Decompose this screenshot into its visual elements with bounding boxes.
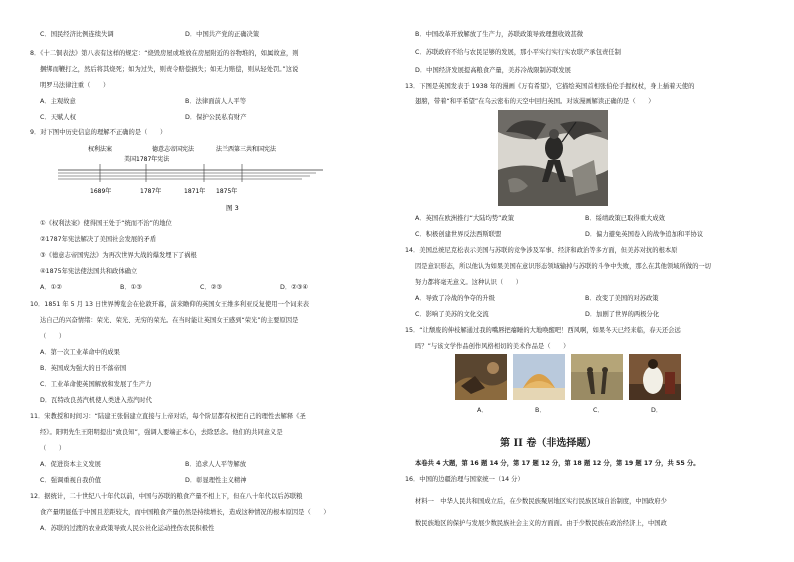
- q12-stem-line2: 食产量明显低于中国且差距较大，而中国粮食产量仍然是持续增长，造成这种情况的根本原因是（ ）: [40, 509, 330, 516]
- q16-material-line1: 材料一 中华人民共和国成立后，在少数民族聚居地区实行民族区域自治制度，中国政府少: [415, 498, 667, 505]
- q14-option-d: D．加剧了世界的两极分化: [585, 311, 660, 318]
- q16-material-line2: 数民族地区的保护与发展少数民族社会主义的方面面。由于少数民族在政治经济上，中国政: [415, 520, 667, 527]
- q11-stem-line3: （ ）: [40, 445, 66, 452]
- timeline-label-french-constitution: 法兰西第三共和国宪法: [216, 146, 277, 153]
- q9-item-3: ③《德意志帝国宪法》为再次世界大战的爆发埋下了祸根: [40, 252, 197, 259]
- q12-option-b: B．中国改革开放解放了生产力，苏联政策导致理想收效甚微: [415, 31, 584, 38]
- q8-option-c: C．天赋人权: [40, 114, 76, 121]
- q14-stem-line3: 努力都将毫无意义。这种认识（ ）: [415, 279, 523, 286]
- q11-option-d: D．彰显理性主义精神: [185, 477, 247, 484]
- q12-option-d: D．中国经济发展提高粮食产量，美苏冷战限制苏联发展: [415, 67, 571, 74]
- q10-option-c: C．工业革命使英国解放和发展了生产力: [40, 381, 152, 388]
- q14-option-a: A．导致了冷战的争夺的升级: [415, 295, 495, 302]
- left-column: [30, 0, 395, 562]
- q9-item-2: ②1787年宪法解决了美国社会发展的矛盾: [40, 236, 157, 243]
- q10-option-d: D．瓦特改良蒸汽机使人类进入蒸汽时代: [40, 397, 152, 404]
- artwork-d-image: [629, 354, 681, 400]
- q12-stem-line1: 12．据统计，二十世纪八十年代以前，中国与苏联的粮食产量不相上下，但在八十年代以后苏联粮: [30, 493, 303, 500]
- right-column: [405, 0, 770, 562]
- artwork-b-image: [513, 354, 565, 400]
- chamberlain-cartoon-image: [498, 110, 608, 206]
- q10-stem-line2: 达自己的兴奋情绪：荣光、荣光、无穷的荣光。在当时能让英国女王感到“荣光”的主要原因是: [40, 317, 299, 324]
- constitution-timeline-figure: [58, 140, 328, 214]
- q15-stem-line1: 15．“让颓废的伸枝解通过我的嘴唇把瘪睡的大地唤醒吧！西风啊，如果冬天已经来临，春天还会远: [405, 327, 681, 334]
- timeline-year-1787: 1787年: [140, 188, 162, 195]
- section-description: 本卷共 4 大题，第 16 题 14 分，第 17 题 12 分，第 18 题 12 分，第 19 题 17 分，共 55 分。: [415, 460, 700, 467]
- q11-option-c: C．强调重视自我价值: [40, 477, 102, 484]
- q8-stem-line3: 明罗马法律注重（ ）: [40, 82, 110, 89]
- q13-option-d: D．偏力避免英国卷入的战争追加和平协议: [585, 231, 704, 238]
- q11-stem-line2: 经》。阳明先生王阳明提出“致良知”，强调人要端正本心，去除恶念。他们的共同意义是: [40, 429, 283, 436]
- q12-option-a: A．苏联的过渡的农业政策导致人民公社化运动挫伤农民积极性: [40, 525, 215, 532]
- q10-option-a: A．第一次工业革命中的成果: [40, 349, 120, 356]
- q9-item-1: ①《权利法案》使得国王处于“统而不治”的地位: [40, 220, 172, 227]
- q9-option-d: D．②③④: [280, 284, 309, 291]
- q14-stem-line1: 14．美国总统尼克松表示美国与苏联的竞争涉及军事、经济和政治等多方面，但美苏对抗的根本原: [405, 247, 678, 254]
- q13-option-c: C．积极创建世界反法西斯联盟: [415, 231, 502, 238]
- q13-stem-line1: 13．下图是英国发表于 1938 年的漫画《万有希望》，它描绘英国首相张伯伦手握权杖，身上插着天使的: [405, 83, 695, 90]
- q13-stem-line2: 翅膀，带着“和平希望”在乌云密布的天空中回归英国。对该漫画解读正确的是（ ）: [415, 98, 655, 105]
- timeline-label-bill-of-rights: 权利法案: [88, 146, 113, 153]
- q8-stem-line2: 捆绑而鞭打之，然后将其烧死；如为过失，则责令赔偿损失；如无力赔偿，则从轻处罚。”这说: [40, 66, 299, 73]
- q7-option-c: C．国民经济比例连续失调: [40, 31, 114, 38]
- q8-stem-line1: 8．《十二铜表法》第八表有这样的规定：“烧毁房屋或堆放在房屋附近的谷物堆的，如属故意，则: [30, 50, 299, 57]
- artwork-c-image: [571, 354, 623, 400]
- q11-option-a: A．促进资本主义发展: [40, 461, 101, 468]
- q14-option-c: C．影响了美苏的文化交流: [415, 311, 489, 318]
- q13-option-a: A．英国在欧洲推行“大陆均势”政策: [415, 215, 514, 222]
- q13-option-b: B．绥靖政策已取得重大成效: [585, 215, 665, 222]
- timeline-label-us-constitution: 美国1787年宪法: [124, 156, 170, 163]
- q9-option-a: A．①②: [40, 284, 62, 291]
- section-title: 第 II 卷（非选择题）: [500, 438, 597, 449]
- q8-option-b: B．法律面前人人平等: [185, 98, 246, 105]
- artwork-a-label: A．: [477, 407, 488, 414]
- artwork-a-image: [455, 354, 507, 400]
- q15-stem-line2: 吗？”与该文学作品创作风格相切的美术作品是（ ）: [415, 343, 570, 350]
- q11-stem-line1: 11．宋教授和时间习：“陆建王张倡建立直接与上帝对话，每个阶层都有权把自己的理性去解释《圣: [30, 413, 306, 420]
- q10-stem-line1: 10．1851 年 5 月 13 日世界博览会在伦敦开幕，前来瞻仰的英国女王维多利亚反复使用一个词来表: [30, 301, 310, 308]
- timeline-year-1871: 1871年: [184, 188, 206, 195]
- q16-stem: 16．中国的边疆治理与国家统一（14 分）: [405, 476, 524, 483]
- q11-option-b: B．追求人人平等解放: [185, 461, 246, 468]
- artwork-b-label: B．: [535, 407, 546, 414]
- timeline-year-1875: 1875年: [216, 188, 238, 195]
- artwork-c-label: C．: [593, 407, 604, 414]
- q9-item-4: ④1875年宪法使法国共和政体确立: [40, 268, 138, 275]
- q9-option-b: B．①③: [120, 284, 142, 291]
- q9-stem: 9．对下图中历史信息的理解不正确的是（ ）: [30, 129, 167, 136]
- q10-stem-line3: （ ）: [40, 333, 66, 340]
- q9-option-c: C．②③: [200, 284, 222, 291]
- q12-option-c: C．苏联政府不给与农民足够的发展，那小平实行实行实农联产承包责任制: [415, 49, 621, 56]
- q10-option-b: B．英国成为强大的日不落帝国: [40, 365, 127, 372]
- timeline-label-german-constitution: 德意志帝国宪法: [152, 146, 195, 153]
- figure-caption: 图 3: [226, 204, 239, 212]
- q7-option-d: D．中国共产党的正确决策: [185, 31, 260, 38]
- q14-stem-line2: 因是意识形态，所以他认为如果美国在意识形态领域输掉与苏联的斗争中失败，那么在其他领域所做的一切: [415, 263, 711, 270]
- artwork-d-label: D．: [651, 407, 663, 414]
- q14-option-b: B．改变了美国的对苏政策: [585, 295, 659, 302]
- q8-option-d: D．保护公民私有财产: [185, 114, 247, 121]
- timeline-year-1689: 1689年: [90, 188, 112, 195]
- q8-option-a: A．主观故意: [40, 98, 76, 105]
